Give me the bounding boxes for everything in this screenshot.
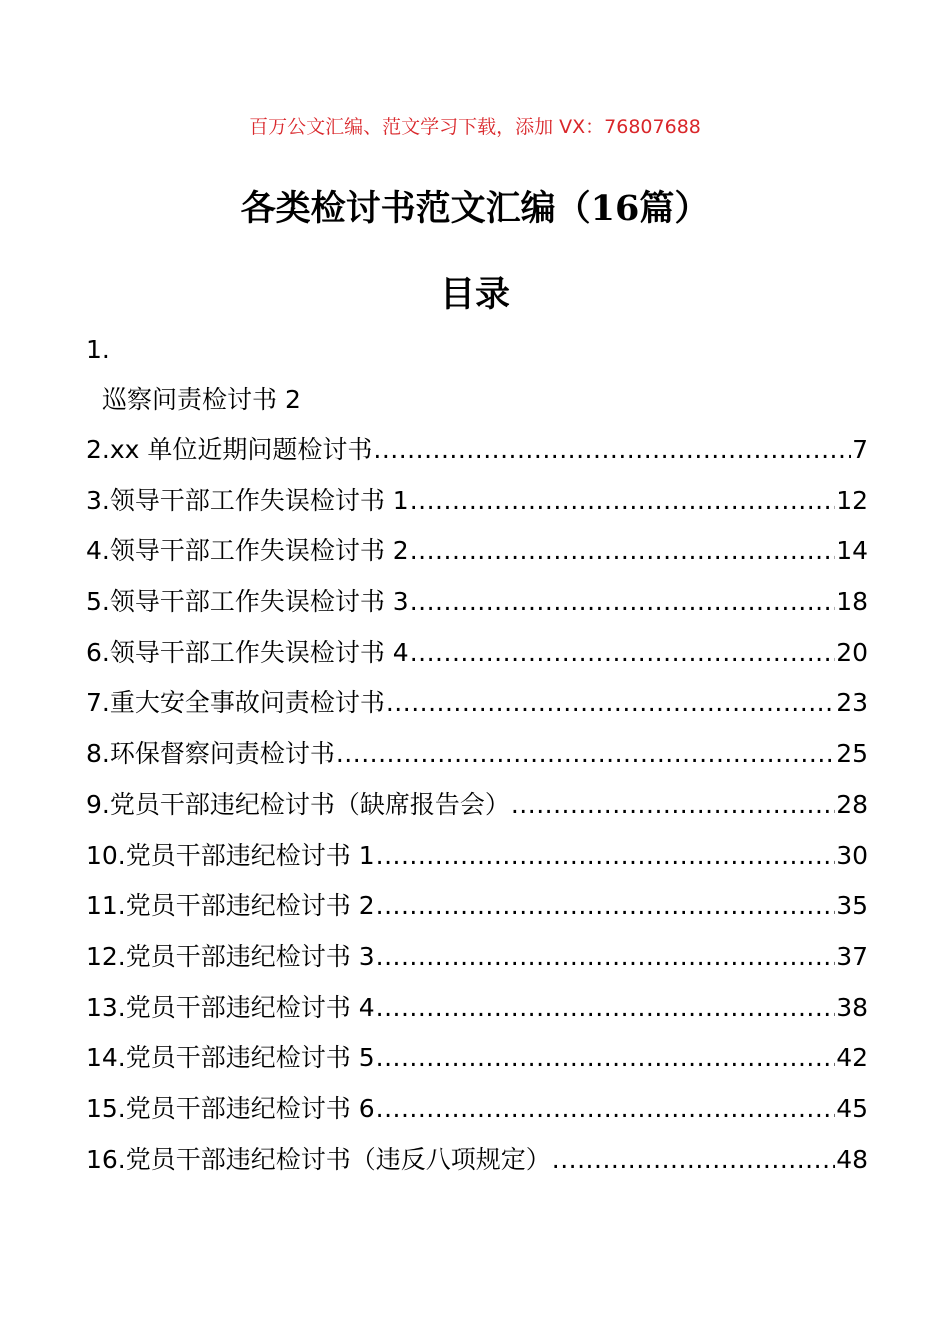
toc-entry[interactable] (86, 888, 868, 939)
toc-entry[interactable] (86, 990, 868, 1041)
toc-entry-label: 15.党员干部违纪检讨书 6 (86, 1093, 375, 1123)
toc-entry-page: 14 (836, 536, 868, 566)
toc-entry-page: 42 (836, 1043, 868, 1073)
toc-entry-1-title[interactable]: 巡察问责检讨书 2 (102, 385, 301, 414)
toc-entry[interactable] (86, 584, 868, 635)
toc-entry-1-number[interactable]: 1. (86, 335, 110, 364)
toc-entry-label: 13.党员干部违纪检讨书 4 (86, 992, 375, 1022)
toc-leader-dots (410, 483, 835, 519)
toc-entry-page: 38 (836, 992, 868, 1022)
toc-entry-label: 16.党员干部违纪检讨书（违反八项规定） (86, 1144, 551, 1174)
toc-entry-label: 8.环保督察问责检讨书 (86, 739, 335, 769)
document-title-suffix: 篇） (639, 189, 710, 229)
toc-leader-dots (410, 533, 835, 569)
toc-entry-label: 2.xx 单位近期问题检讨书 (86, 435, 373, 464)
toc-entry[interactable] (86, 685, 868, 736)
toc-leader-dots (552, 1142, 835, 1178)
toc-entry-page: 18 (836, 587, 868, 617)
toc-entry-page: 7 (852, 435, 868, 464)
toc-entry-page: 45 (836, 1093, 868, 1123)
toc-entry-label: 7.重大安全事故问责检讨书 (86, 688, 385, 718)
document-title-number: 16 (590, 188, 640, 229)
toc-entry[interactable] (86, 736, 868, 787)
toc-entry-page: 28 (836, 789, 868, 819)
toc-leader-dots (386, 685, 835, 721)
document-title (0, 184, 950, 234)
toc-entry[interactable] (86, 635, 868, 686)
toc-entry-label: 10.党员干部违纪检讨书 1 (86, 840, 375, 870)
toc-leader-dots (376, 888, 836, 924)
toc-leader-dots (376, 990, 836, 1026)
toc-entry-page: 48 (836, 1144, 868, 1174)
toc-entry-label: 4.领导干部工作失误检讨书 2 (86, 536, 409, 566)
toc-entry-page: 25 (836, 739, 868, 769)
toc-entry-label: 5.领导干部工作失误检讨书 3 (86, 587, 409, 617)
toc-entry[interactable] (86, 838, 868, 889)
toc-leader-dots (511, 787, 835, 823)
toc-entry-page: 23 (836, 688, 868, 718)
toc-leader-dots (410, 584, 835, 620)
toc-entry-label: 3.领导干部工作失误检讨书 1 (86, 485, 409, 515)
header-promo-note: 百万公文汇编、范文学习下载，添加 VX：76807688 (249, 116, 701, 138)
toc-list (86, 432, 868, 1192)
toc-entry-page: 20 (836, 637, 868, 667)
toc-entry-page: 12 (836, 485, 868, 515)
toc-leader-dots (410, 635, 835, 671)
toc-entry[interactable] (86, 939, 868, 990)
toc-entry[interactable] (86, 1091, 868, 1142)
toc-entry[interactable] (86, 787, 868, 838)
toc-entry-page: 35 (836, 891, 868, 921)
toc-leader-dots (376, 1040, 836, 1076)
document-title-prefix: 各类检讨书范文汇编（ (240, 189, 591, 229)
toc-leader-dots (376, 1091, 836, 1127)
toc-entry-label: 9.党员干部违纪检讨书（缺席报告会） (86, 789, 510, 819)
toc-entry[interactable] (86, 432, 868, 483)
toc-leader-dots (376, 838, 836, 874)
toc-entry-label: 11.党员干部违纪检讨书 2 (86, 891, 375, 921)
toc-entry-page: 37 (836, 941, 868, 971)
toc-entry-label: 6.领导干部工作失误检讨书 4 (86, 637, 409, 667)
toc-entry-label: 14.党员干部违纪检讨书 5 (86, 1043, 375, 1073)
toc-leader-dots (373, 432, 851, 468)
toc-entry-label: 12.党员干部违纪检讨书 3 (86, 941, 375, 971)
toc-leader-dots (376, 939, 836, 975)
toc-entry-page: 30 (836, 840, 868, 870)
toc-entry[interactable] (86, 533, 868, 584)
toc-leader-dots (336, 736, 835, 772)
toc-entry[interactable] (86, 483, 868, 534)
toc-entry[interactable] (86, 1142, 868, 1193)
toc-entry[interactable] (86, 1040, 868, 1091)
toc-heading: 目录 (439, 275, 510, 315)
